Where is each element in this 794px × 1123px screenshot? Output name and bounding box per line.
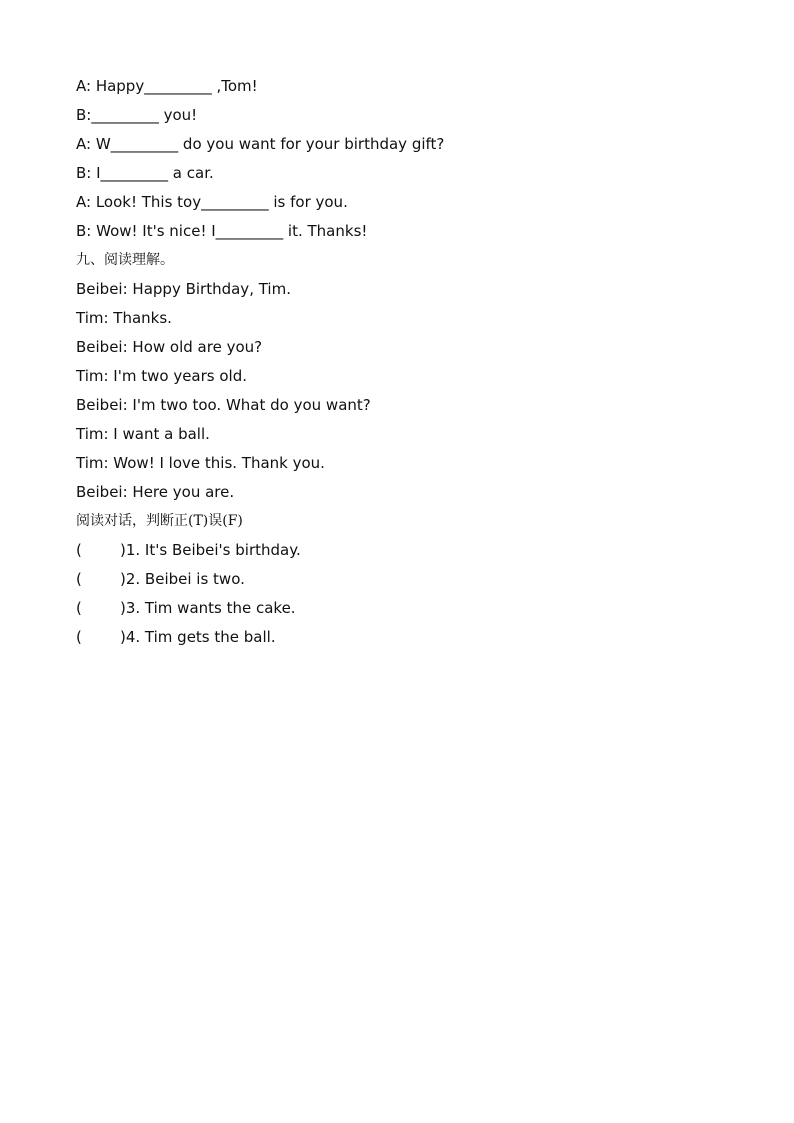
- fill-line-2: B:_________ you!: [76, 106, 198, 124]
- question-2: ( )2. Beibei is two.: [76, 570, 245, 588]
- question-1: ( )1. It's Beibei's birthday.: [76, 541, 301, 559]
- fill-line-6: B: Wow! It's nice! I_________ it. Thanks!: [76, 222, 368, 240]
- fill-line-1: A: Happy_________ ,Tom!: [76, 77, 258, 95]
- fill-line-3: A: W_________ do you want for your birthday gift?: [76, 135, 445, 153]
- worksheet-page: [76, 72, 736, 652]
- dialogue-line-7: Tim: Wow! I love this. Thank you.: [76, 454, 325, 472]
- dialogue-line-2: Tim: Thanks.: [76, 309, 172, 327]
- question-3: ( )3. Tim wants the cake.: [76, 599, 296, 617]
- fill-line-4: B: I_________ a car.: [76, 164, 214, 182]
- question-4: ( )4. Tim gets the ball.: [76, 628, 276, 646]
- dialogue-line-4: Tim: I'm two years old.: [76, 367, 248, 385]
- reading-instruction: 阅读对话，判断正(T)误(F): [76, 513, 243, 529]
- dialogue-line-8: Beibei: Here you are.: [76, 483, 235, 501]
- dialogue-line-6: Tim: I want a ball.: [76, 425, 210, 443]
- dialogue-line-5: Beibei: I'm two too. What do you want?: [76, 396, 371, 414]
- section-nine-heading: 九、阅读理解。: [76, 252, 174, 268]
- dialogue-line-3: Beibei: How old are you?: [76, 338, 263, 356]
- dialogue-line-1: Beibei: Happy Birthday, Tim.: [76, 280, 291, 298]
- fill-line-5: A: Look! This toy_________ is for you.: [76, 193, 348, 211]
